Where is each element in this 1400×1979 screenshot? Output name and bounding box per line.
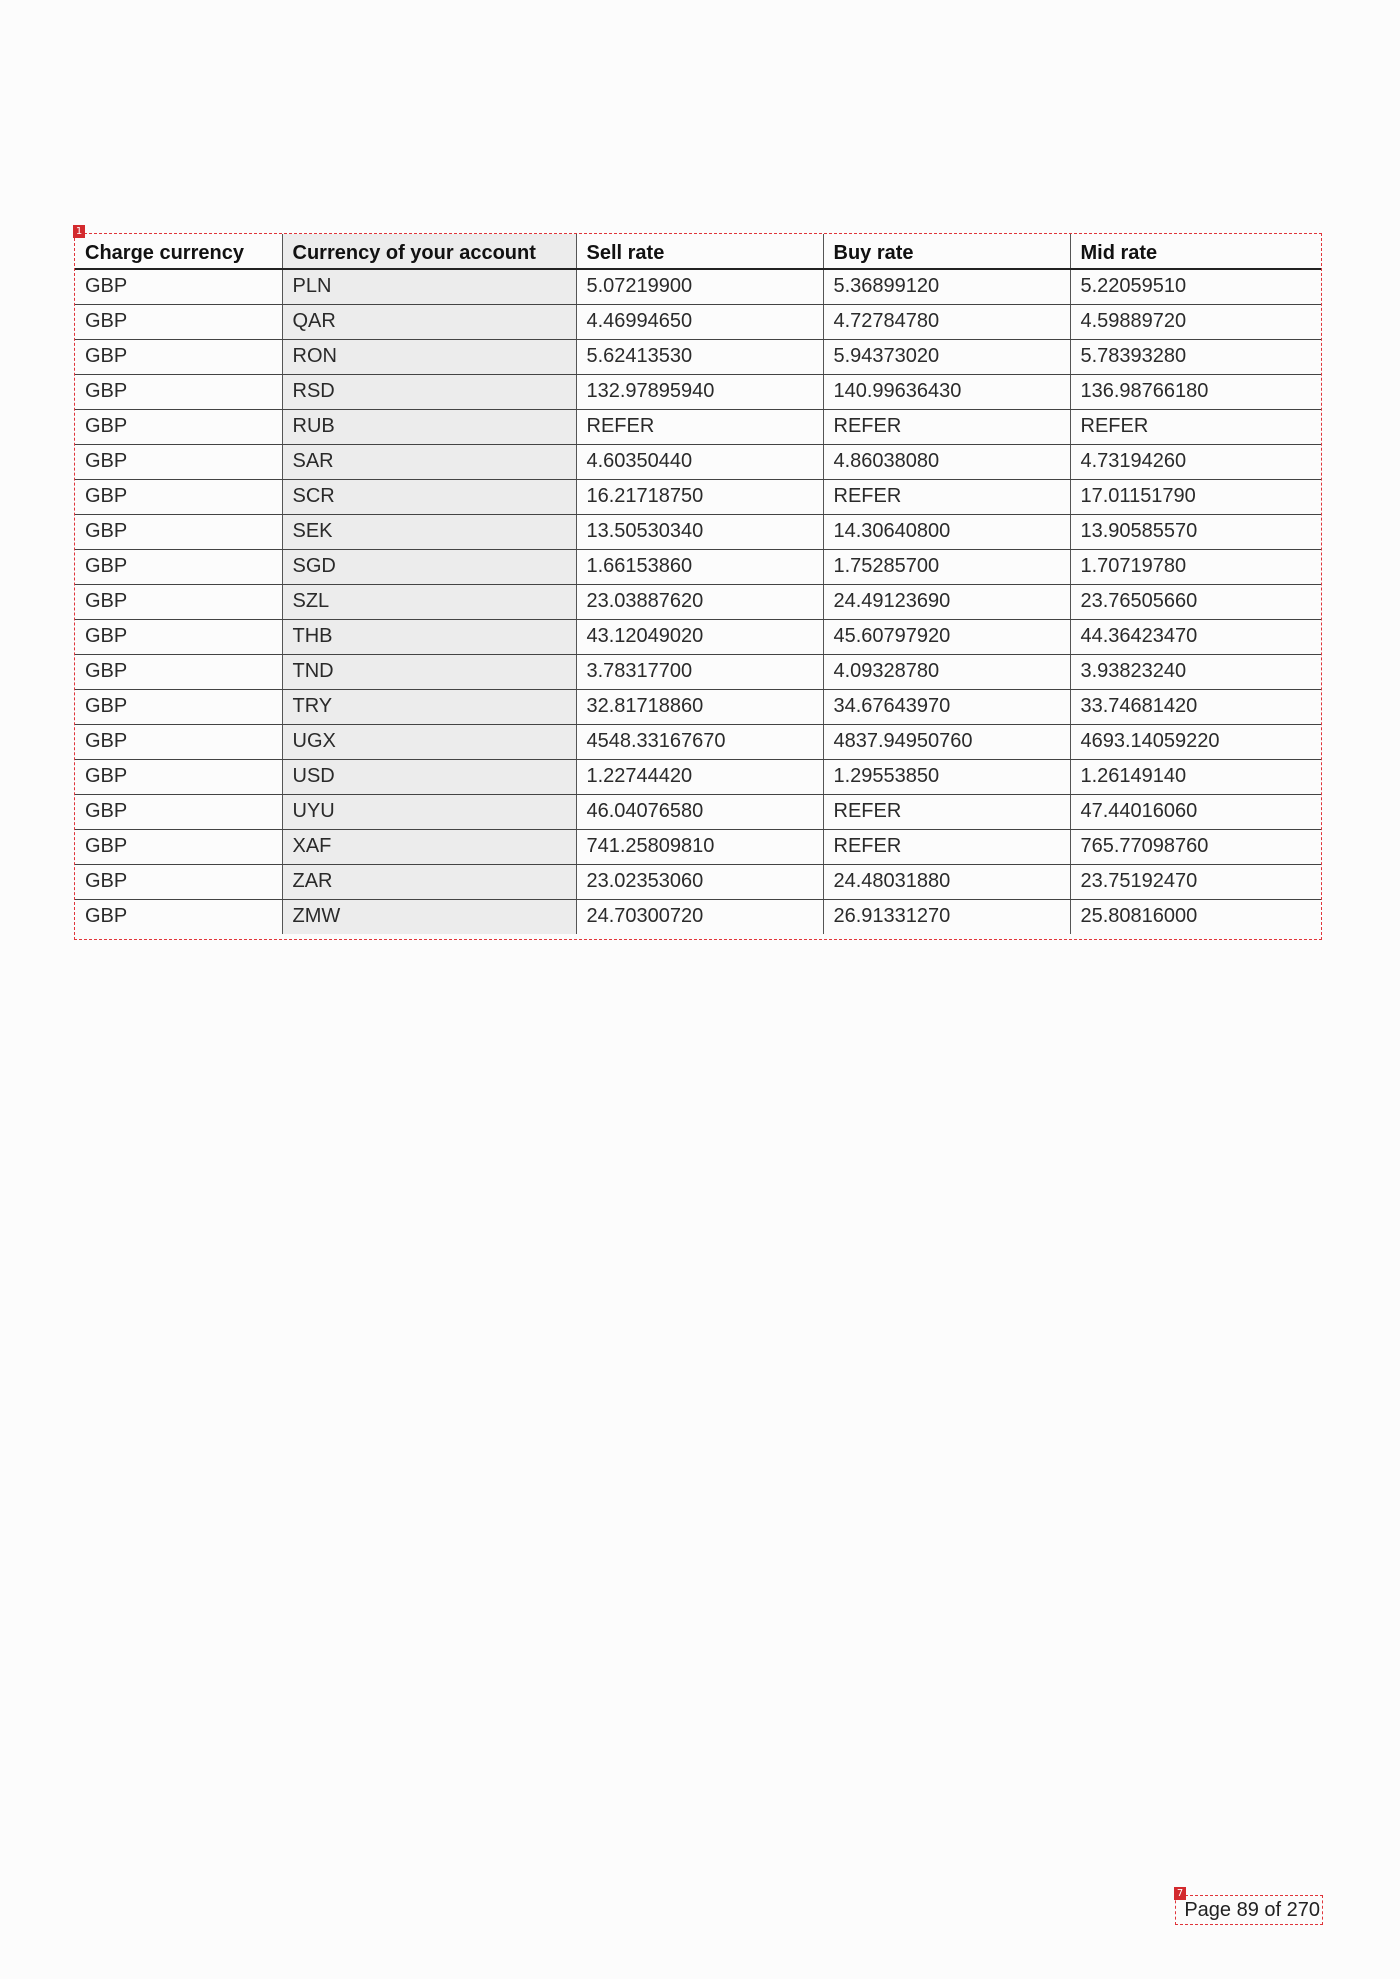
cell-mid-rate: 4.59889720 bbox=[1070, 304, 1321, 339]
cell-charge-currency: GBP bbox=[75, 689, 282, 724]
cell-mid-rate: 47.44016060 bbox=[1070, 794, 1321, 829]
cell-mid-rate: 3.93823240 bbox=[1070, 654, 1321, 689]
table-header-row bbox=[75, 234, 1321, 269]
cell-sell-rate: 741.25809810 bbox=[576, 829, 823, 864]
cell-account-currency: RON bbox=[282, 339, 576, 374]
cell-sell-rate: 1.66153860 bbox=[576, 549, 823, 584]
region-marker-7: 7 bbox=[1174, 1887, 1186, 1900]
cell-buy-rate: 1.29553850 bbox=[823, 759, 1070, 794]
table-row bbox=[75, 584, 1321, 619]
table-row bbox=[75, 304, 1321, 339]
table-row bbox=[75, 409, 1321, 444]
cell-buy-rate: 1.75285700 bbox=[823, 549, 1070, 584]
cell-sell-rate: 1.22744420 bbox=[576, 759, 823, 794]
cell-buy-rate: REFER bbox=[823, 829, 1070, 864]
cell-account-currency: PLN bbox=[282, 269, 576, 304]
cell-mid-rate: 1.26149140 bbox=[1070, 759, 1321, 794]
cell-charge-currency: GBP bbox=[75, 304, 282, 339]
cell-mid-rate: 1.70719780 bbox=[1070, 549, 1321, 584]
cell-charge-currency: GBP bbox=[75, 479, 282, 514]
cell-account-currency: ZAR bbox=[282, 864, 576, 899]
cell-sell-rate: 23.03887620 bbox=[576, 584, 823, 619]
cell-account-currency: SZL bbox=[282, 584, 576, 619]
cell-sell-rate: 4.60350440 bbox=[576, 444, 823, 479]
table-row bbox=[75, 654, 1321, 689]
cell-charge-currency: GBP bbox=[75, 584, 282, 619]
cell-buy-rate: 4.09328780 bbox=[823, 654, 1070, 689]
cell-mid-rate: 25.80816000 bbox=[1070, 899, 1321, 934]
cell-sell-rate: 43.12049020 bbox=[576, 619, 823, 654]
cell-charge-currency: GBP bbox=[75, 759, 282, 794]
cell-mid-rate: 5.22059510 bbox=[1070, 269, 1321, 304]
page-number-region bbox=[1175, 1888, 1323, 1925]
cell-charge-currency: GBP bbox=[75, 269, 282, 304]
table-row bbox=[75, 514, 1321, 549]
table-row bbox=[75, 479, 1321, 514]
cell-mid-rate: 13.90585570 bbox=[1070, 514, 1321, 549]
cell-buy-rate: 5.94373020 bbox=[823, 339, 1070, 374]
cell-charge-currency: GBP bbox=[75, 444, 282, 479]
cell-charge-currency: GBP bbox=[75, 514, 282, 549]
cell-buy-rate: 5.36899120 bbox=[823, 269, 1070, 304]
cell-sell-rate: 32.81718860 bbox=[576, 689, 823, 724]
cell-mid-rate: 23.76505660 bbox=[1070, 584, 1321, 619]
table-row bbox=[75, 549, 1321, 584]
table-row bbox=[75, 619, 1321, 654]
table-row bbox=[75, 759, 1321, 794]
cell-buy-rate: 14.30640800 bbox=[823, 514, 1070, 549]
cell-sell-rate: 5.07219900 bbox=[576, 269, 823, 304]
cell-buy-rate: REFER bbox=[823, 409, 1070, 444]
table-row bbox=[75, 829, 1321, 864]
table-row bbox=[75, 794, 1321, 829]
cell-mid-rate: 4.73194260 bbox=[1070, 444, 1321, 479]
table-row bbox=[75, 724, 1321, 759]
table-row bbox=[75, 689, 1321, 724]
cell-sell-rate: 13.50530340 bbox=[576, 514, 823, 549]
cell-sell-rate: 24.70300720 bbox=[576, 899, 823, 934]
cell-sell-rate: 4.46994650 bbox=[576, 304, 823, 339]
cell-charge-currency: GBP bbox=[75, 794, 282, 829]
cell-mid-rate: 33.74681420 bbox=[1070, 689, 1321, 724]
cell-buy-rate: 26.91331270 bbox=[823, 899, 1070, 934]
cell-account-currency: THB bbox=[282, 619, 576, 654]
cell-account-currency: QAR bbox=[282, 304, 576, 339]
cell-charge-currency: GBP bbox=[75, 549, 282, 584]
cell-mid-rate: 4693.14059220 bbox=[1070, 724, 1321, 759]
cell-account-currency: SGD bbox=[282, 549, 576, 584]
cell-buy-rate: 4837.94950760 bbox=[823, 724, 1070, 759]
cell-account-currency: RUB bbox=[282, 409, 576, 444]
header-charge-currency: Charge currency bbox=[75, 234, 282, 269]
cell-sell-rate: 5.62413530 bbox=[576, 339, 823, 374]
cell-account-currency: ZMW bbox=[282, 899, 576, 934]
cell-charge-currency: GBP bbox=[75, 619, 282, 654]
page-number: Page 89 of 270 bbox=[1184, 1899, 1320, 1921]
cell-mid-rate: 23.75192470 bbox=[1070, 864, 1321, 899]
cell-charge-currency: GBP bbox=[75, 829, 282, 864]
cell-sell-rate: 23.02353060 bbox=[576, 864, 823, 899]
table-row bbox=[75, 899, 1321, 934]
cell-sell-rate: 4548.33167670 bbox=[576, 724, 823, 759]
table-row bbox=[75, 444, 1321, 479]
cell-charge-currency: GBP bbox=[75, 654, 282, 689]
cell-buy-rate: 4.86038080 bbox=[823, 444, 1070, 479]
cell-charge-currency: GBP bbox=[75, 339, 282, 374]
cell-sell-rate: REFER bbox=[576, 409, 823, 444]
table-row bbox=[75, 864, 1321, 899]
cell-buy-rate: REFER bbox=[823, 479, 1070, 514]
cell-sell-rate: 46.04076580 bbox=[576, 794, 823, 829]
table-row bbox=[75, 269, 1321, 304]
cell-charge-currency: GBP bbox=[85, 905, 128, 928]
cell-buy-rate: 24.48031880 bbox=[823, 864, 1070, 899]
cell-account-currency: UGX bbox=[282, 724, 576, 759]
cell-buy-rate: REFER bbox=[823, 794, 1070, 829]
cell-mid-rate: 44.36423470 bbox=[1070, 619, 1321, 654]
table-body bbox=[75, 269, 1321, 934]
header-mid-rate: Mid rate bbox=[1070, 234, 1321, 269]
cell-buy-rate: 24.49123690 bbox=[823, 584, 1070, 619]
cell-mid-rate: 136.98766180 bbox=[1070, 374, 1321, 409]
cell-account-currency: SAR bbox=[282, 444, 576, 479]
cell-buy-rate: 4.72784780 bbox=[823, 304, 1070, 339]
cell-sell-rate: 16.21718750 bbox=[576, 479, 823, 514]
exchange-rates-table bbox=[75, 234, 1321, 934]
table-row bbox=[75, 374, 1321, 409]
cell-account-currency: TND bbox=[282, 654, 576, 689]
cell-buy-rate: 45.60797920 bbox=[823, 619, 1070, 654]
cell-account-currency: RSD bbox=[282, 374, 576, 409]
header-account-currency: Currency of your account bbox=[282, 234, 576, 269]
header-buy-rate: Buy rate bbox=[823, 234, 1070, 269]
cell-account-currency: UYU bbox=[282, 794, 576, 829]
cell-mid-rate: 765.77098760 bbox=[1070, 829, 1321, 864]
cell-buy-rate: 34.67643970 bbox=[823, 689, 1070, 724]
cell-account-currency: TRY bbox=[282, 689, 576, 724]
cell-charge-currency: GBP bbox=[75, 409, 282, 444]
cell-sell-rate: 132.97895940 bbox=[576, 374, 823, 409]
cell-buy-rate: 140.99636430 bbox=[823, 374, 1070, 409]
cell-charge-currency: GBP bbox=[75, 374, 282, 409]
cell-account-currency: XAF bbox=[282, 829, 576, 864]
cell-account-currency: SCR bbox=[282, 479, 576, 514]
cell-mid-rate: 5.78393280 bbox=[1070, 339, 1321, 374]
cell-account-currency: USD bbox=[282, 759, 576, 794]
cell-charge-currency: GBP bbox=[75, 724, 282, 759]
cell-charge-currency: GBP bbox=[75, 864, 282, 899]
header-sell-rate: Sell rate bbox=[576, 234, 823, 269]
cell-sell-rate: 3.78317700 bbox=[576, 654, 823, 689]
cell-account-currency: SEK bbox=[282, 514, 576, 549]
region-marker-1: 1 bbox=[73, 225, 85, 238]
table-row bbox=[75, 339, 1321, 374]
rates-table-region bbox=[74, 226, 1322, 940]
cell-mid-rate: REFER bbox=[1070, 409, 1321, 444]
cell-mid-rate: 17.01151790 bbox=[1070, 479, 1321, 514]
